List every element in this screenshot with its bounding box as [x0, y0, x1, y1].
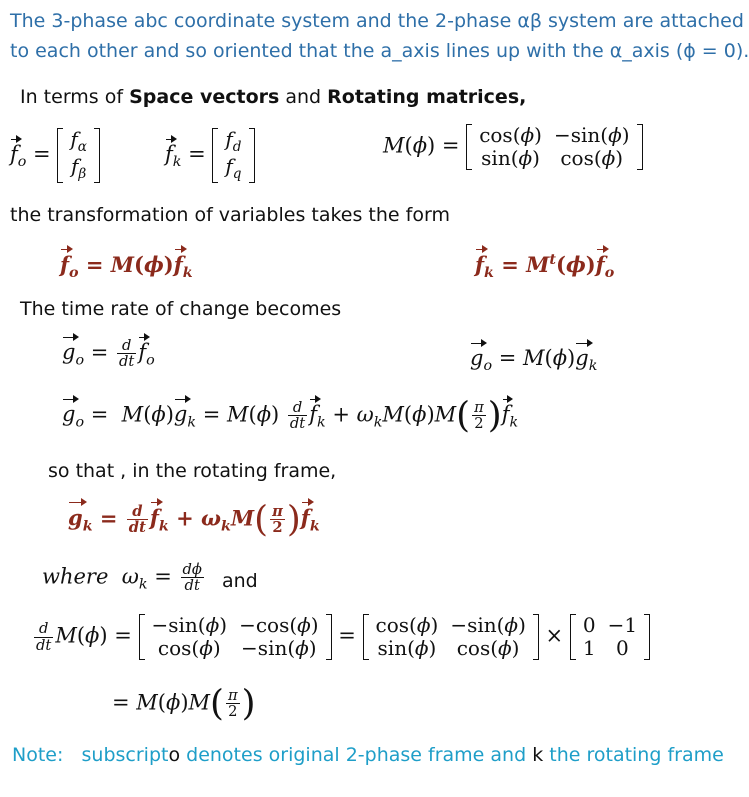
intro-line-1: The 3-phase abc coordinate system and the 2-phase αβ system are attached: [10, 10, 744, 32]
time-rate-text: The time rate of change becomes: [20, 298, 342, 320]
note-subscript-k: k: [532, 744, 544, 766]
eq-where-omega: where $\omega_k$ = $\frac{d\phi}{dt}$: [42, 561, 202, 595]
eq-fo-definition: $f_o$ = $f_\alpha$ $f_\beta$: [10, 128, 100, 183]
eq-go-rotation: $g_o = M(\phi)g_k$: [470, 346, 598, 374]
terms-prefix: In terms of: [20, 86, 130, 108]
where-word: where: [42, 564, 109, 589]
so-that-text: so that , in the rotating frame,: [48, 460, 337, 482]
eq-fo-transform: $f_o = M(\phi)f_k$: [60, 252, 193, 281]
transformation-text: the transformation of variables takes the form: [10, 204, 450, 226]
note-part-1: subscript: [81, 744, 169, 766]
terms-rotating-matrices: Rotating matrices,: [327, 86, 527, 108]
note-line: [12, 744, 724, 766]
note-part-2: denotes original 2-phase frame and: [186, 744, 527, 766]
note-subscript-o: o: [168, 744, 181, 766]
eq-dm-dt: $\frac{d}{dt}$ M(ϕ) = −sin(ϕ) −cos(ϕ) cos(ϕ) −sin(ϕ) = cos(ϕ) −sin(ϕ) sin(ϕ) cos(ϕ) × 0 −1 1 0: [32, 614, 650, 660]
eq-mm-pi-2: = M(ϕ)M( $\frac{\pi}{2}$ ): [112, 683, 256, 724]
terms-line: [20, 86, 526, 108]
terms-mid: and: [279, 86, 328, 108]
eq-fk-transform: $f_k = M^t(\phi)f_o$: [475, 252, 615, 281]
and-text: and: [222, 570, 258, 592]
eq-go-derivative: $g_o$ = $\frac{d}{dt}$ $f_o$: [62, 337, 155, 371]
note-label: Note:: [12, 744, 64, 766]
eq-go-expansion: $g_o = M(\phi)g_k = M(\phi)$ $\frac{d}{dt}$ $f_k + \omega_kM(\phi)M$( $\frac{\pi}{2}$ )$f_k$: [62, 395, 519, 436]
eq-gk-result: $g_k$ = $\frac{d}{dt}$ $f_k + \omega_kM$( $\frac{\pi}{2}$ )$f_k$: [68, 499, 320, 540]
eq-fk-definition: $f_k$ = $f_d$ $f_q$: [165, 128, 255, 183]
terms-space-vectors: Space vectors: [129, 86, 280, 108]
note-part-3: the rotating frame: [549, 744, 724, 766]
eq-rotation-matrix: M(ϕ) = cos(ϕ) −sin(ϕ) sin(ϕ) cos(ϕ): [383, 124, 643, 170]
intro-line-2: to each other and so oriented that the a_axis lines up with the α_axis (ϕ = 0).: [10, 40, 749, 62]
